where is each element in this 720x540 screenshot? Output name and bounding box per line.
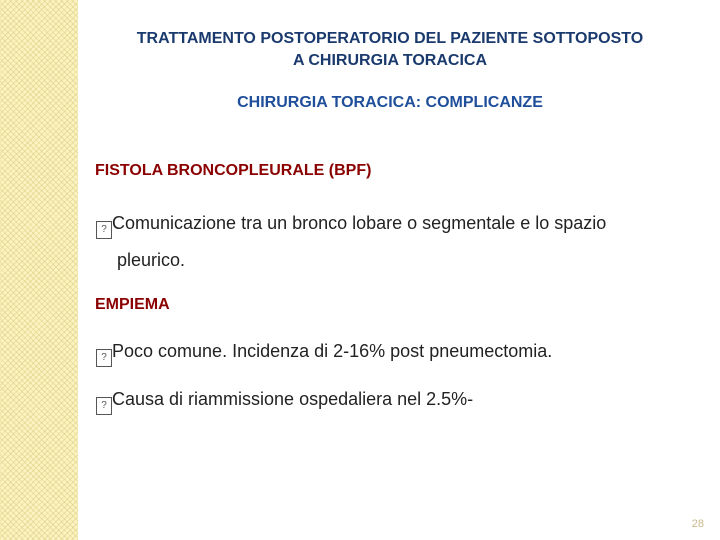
missing-glyph-box-icon: ? xyxy=(96,221,112,239)
slide-subtitle: CHIRURGIA TORACICA: COMPLICANZE xyxy=(237,94,543,111)
bullet-item-empiema-incidence xyxy=(96,341,552,367)
decorative-side-band xyxy=(0,0,78,540)
page-number: 28 xyxy=(691,518,704,530)
slide-title xyxy=(90,28,690,72)
section-heading-empiema: EMPIEMA xyxy=(95,296,170,313)
section-heading-bpf: FISTOLA BRONCOPLEURALE (BPF) xyxy=(95,162,372,179)
missing-glyph-box-icon: ? xyxy=(96,349,112,367)
slide-title-line-2: A CHIRURGIA TORACICA xyxy=(292,52,488,69)
slide-title-line-1: TRATTAMENTO POSTOPERATORIO DEL PAZIENTE SOTTOPOSTO xyxy=(136,30,644,47)
bullet-item-empiema-readmission xyxy=(96,389,473,415)
bullet-item-bpf-definition-continuation: pleurico. xyxy=(117,250,186,270)
bullet-text: Comunicazione tra un bronco lobare o segmentale e lo spazio xyxy=(112,213,607,233)
bullet-text: Causa di riammissione ospedaliera nel 2.5%- xyxy=(112,389,474,409)
missing-glyph-box-icon: ? xyxy=(96,397,112,415)
bullet-text: Poco comune. Incidenza di 2-16% post pneumectomia. xyxy=(112,341,553,361)
bullet-item-bpf-definition xyxy=(96,213,606,239)
